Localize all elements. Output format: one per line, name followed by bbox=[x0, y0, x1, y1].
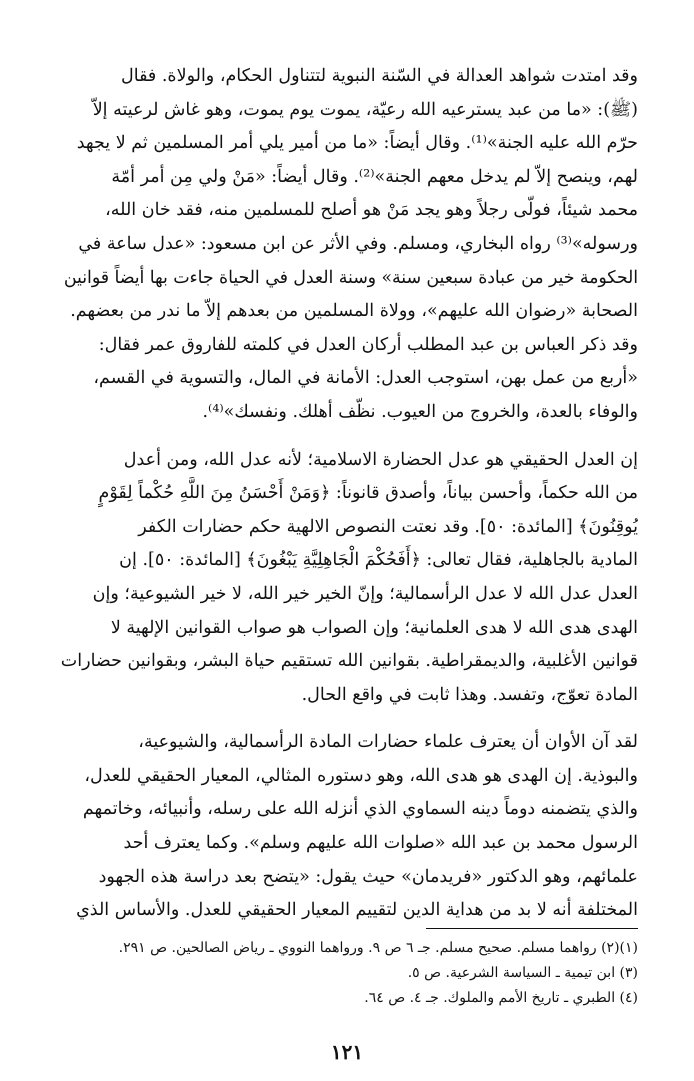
paragraph-justice-sunnah bbox=[58, 60, 638, 430]
text-line: محمد شيئاً، فولّى رجلاً وهو يجد مَنْ هو أصلح للمسلمين منه، فقد خان الله، bbox=[105, 200, 638, 221]
footnote-divider bbox=[426, 928, 638, 929]
text-line: وقد امتدت شواهد العدالة في السّنة النبوية لتتناول الحكام، والولاة. فقال bbox=[121, 66, 638, 86]
text-line: قوانين الأغلبية، والديمقراطية. بقوانين الله تستقيم حياة البشر، وبقوانين حضارات bbox=[60, 651, 638, 672]
text-line: المادية بالجاهلية، فقال تعالى: ﴿أَفَحُكْمَ الْجَاهِلِيَّةِ يَبْغُونَ﴾ [المائدة: ٥٠]. إن bbox=[119, 550, 638, 571]
text-line: والوفاء بالعدة، والخروج من العيوب. نظّف أهلك. ونفسك»⁽⁴⁾. bbox=[202, 401, 638, 422]
text-line: الرسول محمد بن عبد الله «صلوات الله عليهم وسلم». وكما يعترف أحد bbox=[123, 833, 638, 854]
text-line: العدل عدل الله لا عدل الرأسمالية؛ وإنّ الخير خير الله، لا خير الشيوعية؛ وإن bbox=[92, 583, 638, 604]
text-line: إن العدل الحقيقي هو عدل الحضارة الاسلامية؛ لأنه عدل الله، ومن أعدل bbox=[123, 449, 638, 470]
text-line: يُوقِنُونَ﴾ [المائدة: ٥٠]. وقد نعتت النصوص الالهية حكم حضارات الكفر bbox=[138, 516, 638, 537]
text-line: من الله حكماً، وأحسن بياناً، وأصدق قانوناً: ﴿وَمَنْ أَحْسَنُ مِنَ اللَّهِ حُكْماً لِقَوْمٍ bbox=[98, 483, 638, 504]
page-number: ١٢١ bbox=[330, 1040, 364, 1064]
paragraph-time-has-come bbox=[58, 726, 638, 928]
text-line: الحكومة خير من عبادة سبعين سنة» وسنة العدل في الحياة جاءت بها أيضاً قوانين bbox=[63, 267, 638, 288]
text-line: حرّم الله عليه الجنة»⁽¹⁾. وقال أيضاً: «ما من أمير يلي أمر المسلمين ثم لا يجهد bbox=[76, 133, 638, 154]
footnote-4: (٤) الطبري ـ تاريخ الأمم والملوك. جـ ٤. ص ٦٤. bbox=[364, 990, 638, 1006]
text-line: والبوذية. إن الهدى هو هدى الله، وهو دستوره المثالي، المعيار الحقيقي للعدل، bbox=[84, 765, 638, 786]
text-line: لقد آن الأوان أن يعترف علماء حضارات المادة الرأسمالية، والشيوعية، bbox=[138, 732, 638, 753]
text-line: الهدى هدى الله لا هدى العلمانية؛ وإن الصواب هو صواب القوانين الإلهية لا bbox=[110, 617, 638, 638]
text-line: وقد ذكر العباس بن عبد المطلب أركان العدل في كلمته للفاروق عمر فقال: bbox=[98, 334, 638, 355]
text-line: المادة تعوّج، وتفسد. وهذا ثابت في واقع الحال. bbox=[301, 684, 638, 705]
footnote-1-2: (١)(٢) رواهما مسلم. صحيح مسلم. جـ ٦ ص ٩. ورواهما النووي ـ رياض الصالحين. ص ٢٩١. bbox=[118, 940, 638, 956]
text-line: الصحابة «رضوان الله عليهم»، وولاة المسلمين من بعدهم إلاّ ما ندر من بعضهم. bbox=[70, 301, 638, 322]
text-line: «أربع من عمل بهن، استوجب العدل: الأمانة في المال، والتسوية في القسم، bbox=[93, 368, 638, 389]
paragraph-true-justice bbox=[58, 444, 638, 713]
text-line: والذي يتضمنه دوماً دينه السماوي الذي أنزله الله على رسله، وأنبيائه، وخاتمهم bbox=[82, 799, 638, 820]
text-line: (ﷺ): «ما من عبد يسترعيه الله رعيّة، يموت يوم يموت، وهو غاش لرعيته إلاّ bbox=[92, 99, 638, 120]
footnote-3: (٣) ابن تيمية ـ السياسة الشرعية. ص ٥. bbox=[407, 965, 638, 981]
text-line: لهم، وينصح إلاّ لم يدخل معهم الجنة»⁽²⁾. وقال أيضاً: «مَنْ ولي مِن أمر أمّة bbox=[111, 166, 638, 187]
text-line: علمائهم، وهو الدكتور «فريدمان» حيث يقول: «يتضح بعد دراسة هذه الجهود bbox=[98, 866, 638, 887]
footnotes bbox=[58, 936, 638, 1011]
text-line: المختلفة أنه لا بد من هداية الدين لتقييم المعيار الحقيقي للعدل. والأساس الذي bbox=[76, 900, 638, 921]
text-line: ورسوله»⁽³⁾ رواه البخاري، ومسلم. وفي الأثر عن ابن مسعود: «عدل ساعة في bbox=[78, 233, 638, 254]
